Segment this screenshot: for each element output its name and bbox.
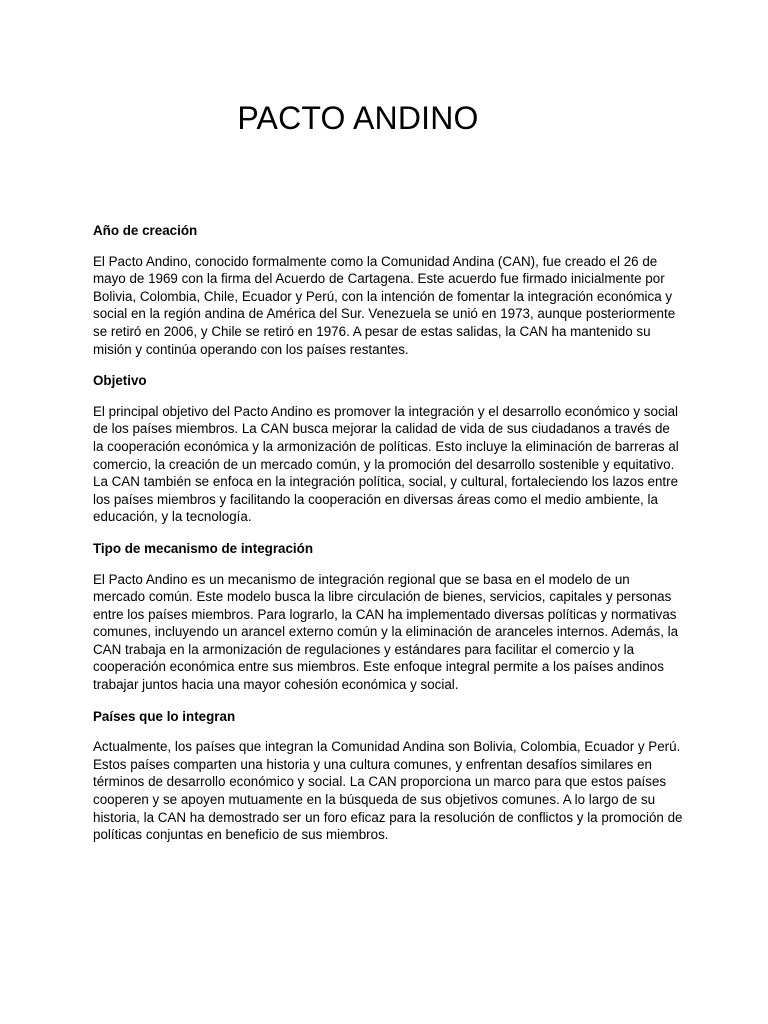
section-tipo-de-mecanismo [93, 540, 683, 694]
section-heading: Año de creación [93, 223, 198, 238]
section-paises-que-lo-integran [93, 708, 683, 844]
section-paragraph: El principal objetivo del Pacto Andino es promover la integración y el desarrollo económico y social de los países miembros. La CAN busca mejorar la calidad de vida de sus ciudadanos a través de la cooperación económica y la armonización de políticas. Esto incluye la eliminación de barreras al comercio, la creación de un mercado común, y la promoción del desarrollo sostenible y equitativo. La CAN también se enfoca en la integración política, social, y cultural, fortaleciendo los lazos entre los países miembros y facilitando la cooperación en diversas áreas como el medio ambiente, la educación, y la tecnología. [93, 403, 679, 525]
section-heading: Tipo de mecanismo de integración [93, 540, 314, 556]
section-heading: Países que lo integran [93, 708, 236, 724]
section-objetivo [93, 372, 683, 526]
section-paragraph: El Pacto Andino, conocido formalmente como la Comunidad Andina (CAN), fue creado el 26 de mayo de 1969 con la firma del Acuerdo de Cartagena. Este acuerdo fue firmado inicialmente por Bolivia, Colombia, Chile, Ecuador y Perú, con la intención de fomentar la integración económica y social en la región andina de América del Sur. Venezuela se unió en 1973, aunque posteriormente se retiró en 2006, y Chile se retiró en 1976. A pesar de estas salidas, la CAN ha mantenido su misión y continúa operando con los países restantes. [93, 253, 676, 357]
section-paragraph: El Pacto Andino es un mecanismo de integración regional que se basa en el modelo de un mercado común. Este modelo busca la libre circulación de bienes, servicios, capitales y personas entre los países miembros. Para lograrlo, la CAN ha implementado diversas políticas y normativas comunes, incluyendo un arancel externo común y la eliminación de aranceles internos. Además, la CAN trabaja en la armonización de regulaciones y estándares para facilitar el comercio y la cooperación económica entre sus miembros. Este enfoque integral permite a los países andinos trabajar juntos hacia una mayor cohesión económica y social. [93, 571, 679, 693]
document-content [93, 222, 683, 858]
section-ano-de-creacion [93, 222, 683, 358]
section-heading: Objetivo [93, 373, 147, 389]
document-title: PACTO ANDINO [237, 100, 479, 136]
section-paragraph: Actualmente, los países que integran la Comunidad Andina son Bolivia, Colombia, Ecuador y Perú. Estos países comparten una historia y una cultura comunes, y enfrentan desafíos similares en términos de desarrollo económico y social. La CAN proporciona un marco para que estos países cooperen y se apoyen mutuamente en la búsqueda de sus objetivos comunes. A lo largo de su historia, la CAN ha demostrado ser un foro eficaz para la resolución de conflictos y la promoción de políticas conjuntas en beneficio de sus miembros. [93, 739, 683, 843]
